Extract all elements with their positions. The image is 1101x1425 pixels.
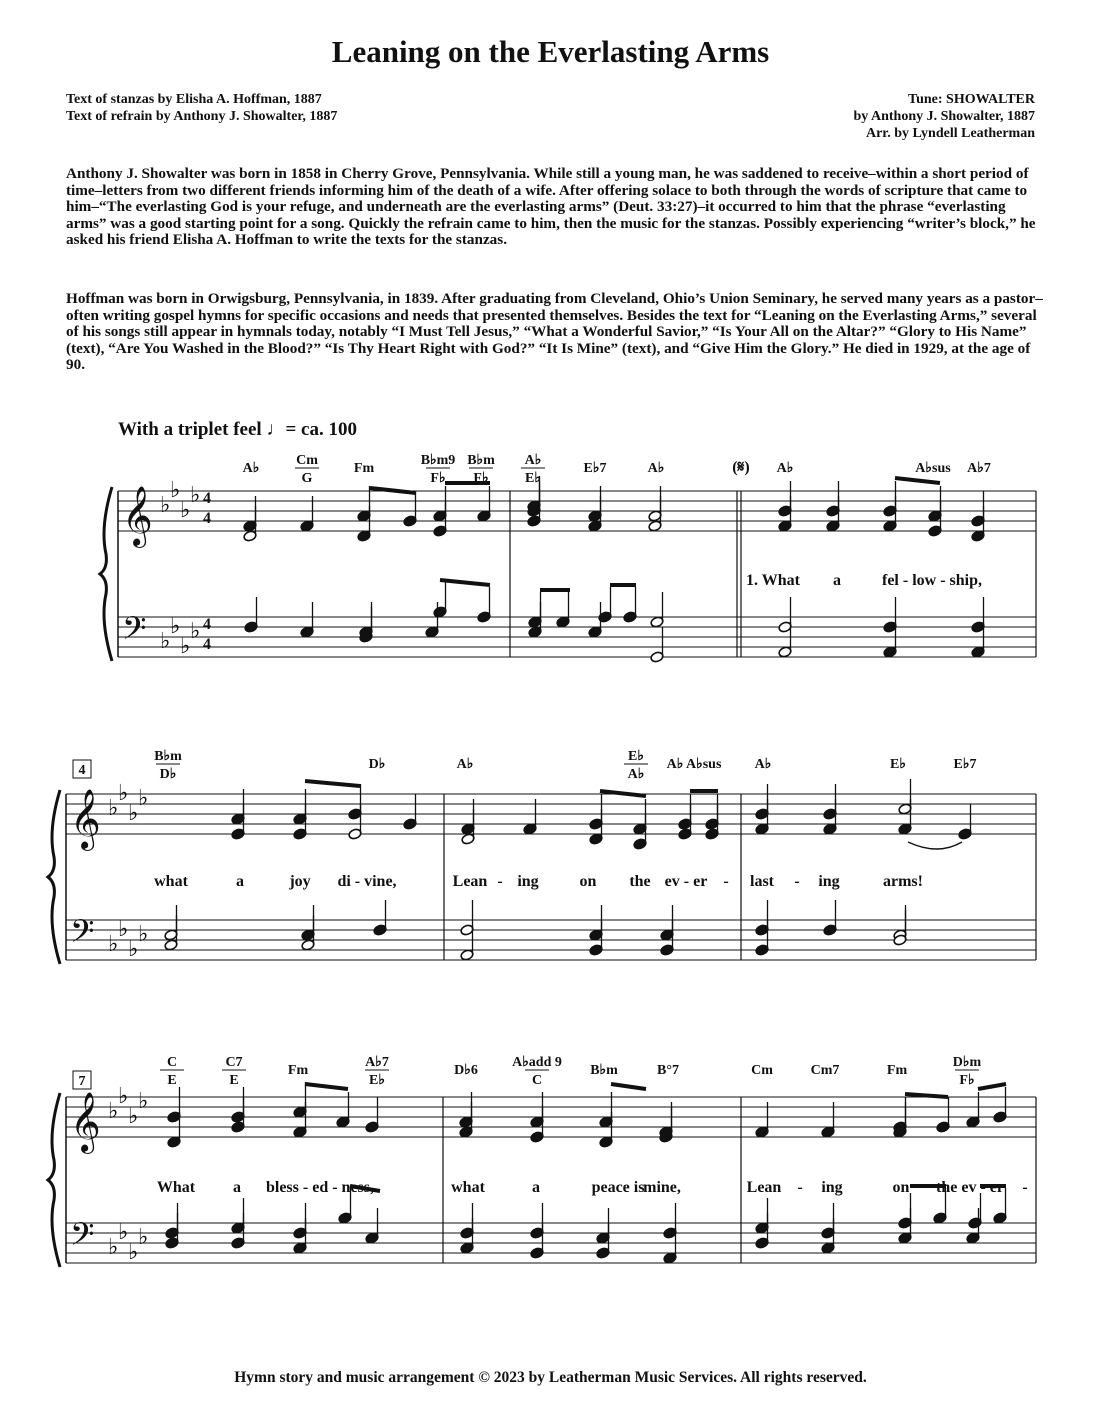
lyric-syllable: -	[497, 873, 503, 890]
arranger-credit: Arr. by Lyndell Leatherman	[865, 126, 1035, 141]
time-signature: 4	[203, 616, 211, 633]
flat-icon: ♭	[170, 478, 181, 503]
lyric-syllable: bless - ed - ness,	[265, 1179, 375, 1196]
lyric-syllable: -	[794, 873, 800, 890]
chord-symbol: D♭6	[454, 1063, 478, 1078]
flat-icon: ♭	[160, 493, 171, 518]
chord-symbol: A♭7	[365, 1055, 389, 1070]
flat-icon: ♭	[108, 1099, 119, 1124]
chord-symbol: E♭7	[953, 757, 977, 772]
measure-number: 4	[78, 763, 86, 778]
note-beam	[370, 488, 416, 493]
lyric-syllable: fel - low - ship,	[882, 572, 982, 589]
chord-bass-note: F♭	[430, 471, 446, 486]
lyric-syllable: arms!	[883, 873, 923, 890]
flat-icon: ♭	[118, 1084, 129, 1109]
bass-clef-icon: 𝄢	[70, 913, 95, 957]
lyric-syllable: peace is	[591, 1179, 645, 1196]
chord-symbol: D♭m	[952, 1055, 982, 1070]
note-beam	[305, 1084, 348, 1089]
treble-clef-icon: 𝄞	[70, 789, 101, 849]
tempo-value: = ca. 100	[285, 419, 357, 440]
lyric-syllable: what	[154, 873, 188, 890]
flat-icon: ♭	[128, 1104, 139, 1129]
chord-symbol: D♭	[368, 757, 386, 772]
time-signature: 4	[203, 510, 211, 527]
lyric-syllable: a	[532, 1179, 540, 1196]
lyric-syllable: a	[833, 572, 841, 589]
lyric-syllable: ev - er	[664, 873, 708, 890]
chord-symbol: C	[166, 1055, 178, 1070]
lyric-syllable: a	[236, 873, 244, 890]
chord-bass-note: D♭	[159, 767, 177, 782]
lyric-syllable: Lean	[746, 1179, 782, 1196]
chord-symbol: B♭m	[590, 1063, 618, 1078]
bass-clef-icon: 𝄢	[70, 1216, 95, 1260]
chord-symbol: E♭	[890, 757, 906, 772]
chord-bass-note: E	[167, 1073, 177, 1088]
flat-icon: ♭	[118, 781, 129, 806]
chord-symbol: B°7	[657, 1063, 679, 1078]
chord-bass-note: E♭	[369, 1073, 385, 1088]
chord-symbol: A♭	[647, 461, 665, 476]
flat-icon: ♭	[138, 786, 149, 811]
treble-clef-icon: 𝄞	[70, 1092, 101, 1152]
lyric-syllable: mine,	[643, 1179, 681, 1196]
tune-name: Tune: SHOWALTER	[908, 92, 1035, 107]
chord-symbol: Cm	[296, 453, 318, 468]
lyric-syllable: -	[723, 873, 729, 890]
tempo-text: With a triplet feel	[118, 419, 262, 440]
chord-symbol: A♭add 9	[512, 1055, 562, 1070]
flat-icon: ♭	[160, 629, 171, 654]
chord-bass-note: E	[229, 1073, 239, 1088]
lyric-syllable: Lean	[452, 873, 488, 890]
chord-symbol: E♭7	[583, 461, 607, 476]
chord-bass-note: F♭	[473, 471, 489, 486]
flat-icon: ♭	[190, 483, 201, 508]
tie	[908, 842, 962, 849]
chord-symbol: B♭m	[467, 453, 495, 468]
chord-symbol: Cm7	[810, 1063, 840, 1078]
refrain-credit: Text of refrain by Anthony J. Showalter, 1887	[66, 109, 338, 124]
chord-symbol: A♭7	[967, 461, 991, 476]
flat-icon: ♭	[170, 614, 181, 639]
treble-clef-icon: 𝄞	[122, 486, 153, 546]
bass-clef-icon: 𝄢	[122, 610, 147, 654]
flat-icon: ♭	[128, 1240, 139, 1265]
brace	[100, 487, 112, 661]
lyric-syllable: on	[892, 1179, 910, 1196]
lyric-syllable: on	[579, 873, 597, 890]
flat-icon: ♭	[138, 1225, 149, 1250]
lyric-syllable: last	[750, 873, 774, 890]
quarter-note-icon: ♩	[266, 419, 286, 440]
lyric-syllable: -	[797, 1179, 803, 1196]
chord-symbol: C7	[225, 1055, 243, 1070]
chord-symbol: Fm	[886, 1063, 908, 1078]
flat-icon: ♭	[118, 917, 129, 942]
chord-symbol: A♭	[524, 453, 542, 468]
lyric-syllable: ing	[821, 1179, 843, 1196]
flat-icon: ♭	[128, 801, 139, 826]
flat-icon: ♭	[108, 1235, 119, 1260]
flat-icon: ♭	[180, 634, 191, 659]
note-beam	[440, 580, 490, 585]
measure-number: 7	[78, 1074, 86, 1089]
brace	[48, 1093, 60, 1267]
lyric-syllable: the ev - er	[936, 1179, 1004, 1196]
chord-symbol: A♭sus	[915, 461, 951, 476]
chord-symbol: Fm	[353, 461, 375, 476]
note-beam	[978, 1084, 1006, 1089]
chord-symbol: A♭ A♭sus	[666, 757, 722, 772]
flat-icon: ♭	[118, 1220, 129, 1245]
brace	[48, 790, 60, 964]
chord-symbol: A♭	[776, 461, 794, 476]
flat-icon: ♭	[128, 937, 139, 962]
lyric-syllable: a	[233, 1179, 241, 1196]
lyric-syllable: ing	[818, 873, 840, 890]
note-beam	[895, 478, 940, 483]
lyric-syllable: the	[629, 873, 651, 890]
lyric-syllable: joy	[289, 873, 311, 890]
lyric-syllable: di - vine,	[337, 873, 397, 890]
lyric-syllable: What	[156, 1179, 196, 1196]
chord-symbol: A♭	[456, 757, 474, 772]
chord-symbol: B♭m9	[420, 453, 456, 468]
chord-symbol: E♭	[628, 749, 644, 764]
copyright-footer: Hymn story and music arrangement © 2023 by Leatherman Music Services. All rights reserved.	[234, 1369, 867, 1386]
composer-credit: by Anthony J. Showalter, 1887	[853, 109, 1035, 124]
chord-bass-note: G	[301, 471, 313, 486]
stanza-credit: Text of stanzas by Elisha A. Hoffman, 1887	[66, 92, 322, 107]
flat-icon: ♭	[138, 922, 149, 947]
chord-bass-note: F♭	[959, 1073, 975, 1088]
chord-bass-note: A♭	[627, 767, 645, 782]
segno-icon: (𝄋)	[732, 459, 750, 476]
note-beam	[611, 1084, 646, 1089]
hymn-title: Leaning on the Everlasting Arms	[331, 34, 770, 69]
flat-icon: ♭	[108, 796, 119, 821]
chord-symbol: Fm	[287, 1063, 309, 1078]
time-signature: 4	[203, 490, 211, 507]
lyric-syllable: 1. What	[746, 572, 800, 589]
story-paragraph-2: Hoffman was born in Orwigsburg, Pennsylvania, in 1839. After graduating from Cleveland, Ohio’s Union Seminary, he served many years as a pastor–often writing gospel hymns for specific occasions and needs that presented themselves. Besides the text for “Leaning on the Everlasting Arms,” several of his songs still appear in hymnals today, notably “I Must Tell Jesus,” “What a Wonderful Savior,” “Is Your All on the Altar?” “Glory to His Name” (text), “Are You Washed in the Blood?” “Is Thy Heart Right with God?” “It Is Mine” (text), and “Give Him the Glory.” He died in 1929, at the age of 90.	[66, 290, 1043, 374]
chord-symbol: Cm	[751, 1063, 773, 1078]
lyric-syllable: what	[451, 1179, 485, 1196]
flat-icon: ♭	[108, 932, 119, 957]
chord-symbol: A♭	[754, 757, 772, 772]
flat-icon: ♭	[190, 619, 201, 644]
chord-bass-note: C	[531, 1073, 543, 1088]
flat-icon: ♭	[180, 498, 191, 523]
chord-bass-note: E♭	[525, 471, 541, 486]
note-beam	[305, 781, 360, 786]
lyric-syllable: ing	[517, 873, 539, 890]
flat-icon: ♭	[138, 1089, 149, 1114]
chord-symbol: A♭	[242, 461, 260, 476]
lyric-syllable: -	[1022, 1179, 1028, 1196]
note-beam	[600, 791, 646, 796]
chord-symbol: B♭m	[154, 749, 182, 764]
story-paragraph-1: Anthony J. Showalter was born in 1858 in Cherry Grove, Pennsylvania. While still a young man, he was saddened to receive–within a short period of time–letters from two different friends informing him of the death of a wife. After offering solace to both through the words of scripture that came to him–“The everlasting God is your refuge, and underneath are the everlasting arms” (Deut. 33:27)–it occurred to him that the phrase “everlasting arms” was a good starting point for a song. Quickly the refrain came to him, then the music for the stanzas. Possibly experiencing “writer’s block,” he asked his friend Elisha A. Hoffman to write the texts for the stanzas.	[66, 165, 1036, 249]
time-signature: 4	[203, 636, 211, 653]
